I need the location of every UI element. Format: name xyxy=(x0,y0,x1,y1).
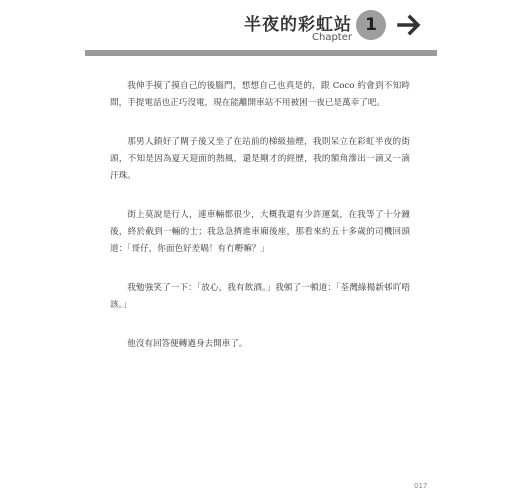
chapter-label: Chapter xyxy=(312,32,352,43)
chapter-number: 1 xyxy=(365,15,377,35)
header-rule xyxy=(85,50,437,56)
paragraph: 我勉強笑了一下：「放心，我有飲酒。」我頓了一頓道：「荃灣綠楊新邨吖唔該。」 xyxy=(110,283,410,310)
right-arrow-icon xyxy=(397,12,423,38)
chapter-title: 半夜的彩虹站 xyxy=(244,15,352,35)
paragraph: 那男人鎖好了閘子後又坐了在站前的梯級抽煙，我則呆立在彩虹半夜的街頭，不知是因為夏天迎面的熱風，還是剛才的經歷，我的額角滲出一滴又一滴汗珠。 xyxy=(110,137,410,181)
page-number: 017 xyxy=(414,482,428,490)
chapter-body xyxy=(110,78,410,375)
chapter-number-badge xyxy=(356,10,386,40)
paragraph: 他沒有回答便轉過身去開車了。 xyxy=(127,339,248,349)
paragraph: 街上莫說是行人，連車輛都很少，大概我還有少許運氣，在我等了十分鐘後，終於截到一輛的士；我急急擠進車廂後座，那看來約五十多歲的司機回頭道：「哥仔，你面色好差喎！有冇嘢嘛？」 xyxy=(110,210,410,254)
chapter-header xyxy=(0,0,520,60)
paragraph: 我伸手摸了摸自己的後腦門，想想自己也真是的，跟 Coco 約會到不知時間，手提電話也正巧沒電，現在能離開車站不用被困一夜已是萬幸了吧。 xyxy=(110,81,410,108)
